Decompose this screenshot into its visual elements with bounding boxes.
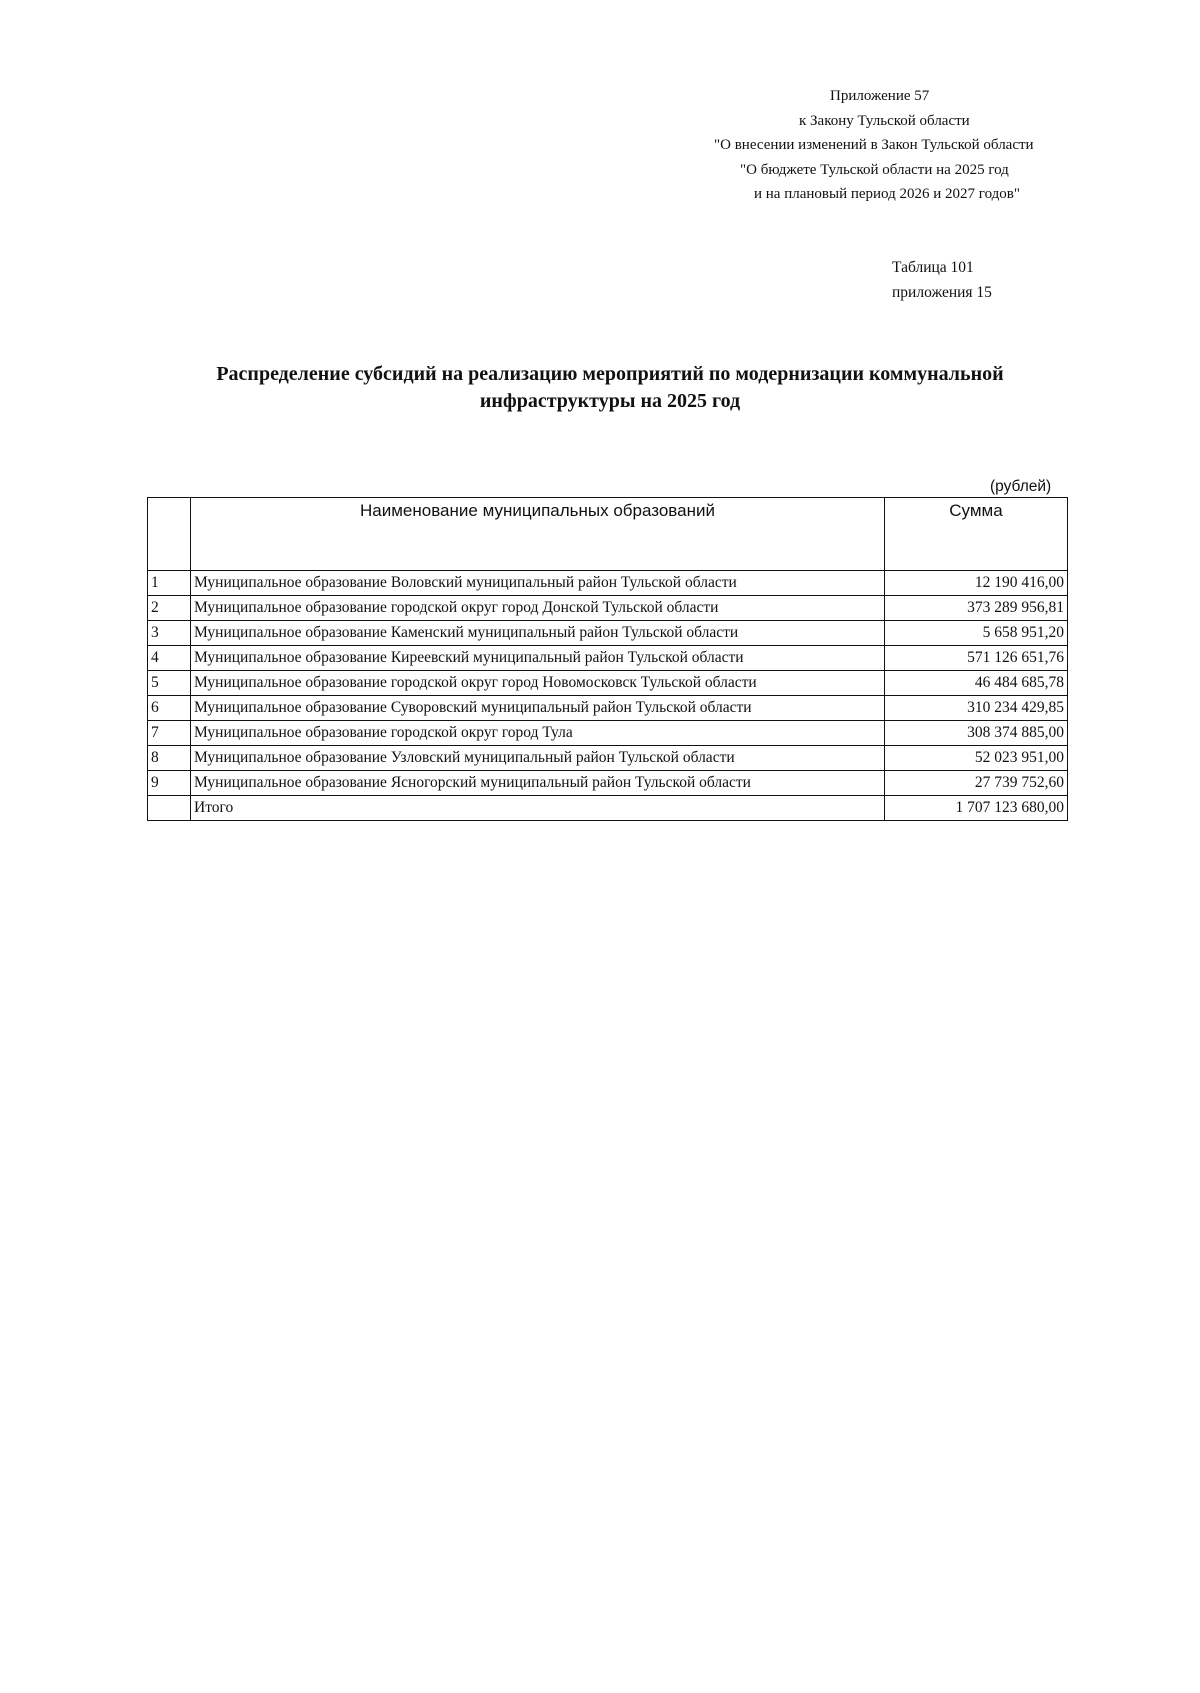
- row-sum: 373 289 956,81: [885, 596, 1068, 621]
- header-sum: Сумма: [885, 498, 1068, 571]
- row-number: 4: [148, 646, 191, 671]
- row-sum: 46 484 685,78: [885, 671, 1068, 696]
- row-sum: 310 234 429,85: [885, 696, 1068, 721]
- document-title-line-2: инфраструктуры на 2025 год: [479, 390, 741, 412]
- total-number: [148, 796, 191, 821]
- subsidy-table: [147, 497, 1068, 821]
- header-number: [148, 498, 191, 571]
- row-number: 6: [148, 696, 191, 721]
- row-name: Муниципальное образование Воловский муниципальный район Тульской области: [191, 571, 885, 596]
- table-total-row: [148, 796, 1068, 821]
- row-name: Муниципальное образование Киреевский муниципальный район Тульской области: [191, 646, 885, 671]
- appendix-line-3: "О внесении изменений в Закон Тульской области: [714, 137, 1034, 153]
- row-name: Муниципальное образование Каменский муниципальный район Тульской области: [191, 621, 885, 646]
- appendix-line-2: к Закону Тульской области: [799, 112, 970, 129]
- document-title: [130, 361, 1090, 415]
- row-number: 7: [148, 721, 191, 746]
- total-label: Итого: [191, 796, 885, 821]
- table-row: [148, 596, 1068, 621]
- table-reference-line-2: приложения 15: [892, 284, 992, 301]
- table-body: [148, 571, 1068, 821]
- table-row: [148, 721, 1068, 746]
- table-row: [148, 671, 1068, 696]
- table-row: [148, 746, 1068, 771]
- table-row: [148, 696, 1068, 721]
- row-sum: 12 190 416,00: [885, 571, 1068, 596]
- row-name: Муниципальное образование Узловский муниципальный район Тульской области: [191, 746, 885, 771]
- row-sum: 52 023 951,00: [885, 746, 1068, 771]
- table-row: [148, 621, 1068, 646]
- appendix-line-1: Приложение 57: [830, 88, 930, 104]
- table-header-row: [148, 498, 1068, 571]
- units-label: (рублей): [990, 478, 1052, 495]
- row-number: 1: [148, 571, 191, 596]
- header-name: Наименование муниципальных образований: [191, 498, 885, 571]
- table-row: [148, 771, 1068, 796]
- total-sum: 1 707 123 680,00: [885, 796, 1068, 821]
- row-sum: 27 739 752,60: [885, 771, 1068, 796]
- table-row: [148, 646, 1068, 671]
- document-title-line-1: Распределение субсидий на реализацию мероприятий по модернизации коммунальной: [216, 363, 1004, 385]
- row-sum: 308 374 885,00: [885, 721, 1068, 746]
- appendix-line-5: и на плановый период 2026 и 2027 годов": [754, 186, 1020, 202]
- appendix-header: [600, 84, 1070, 207]
- row-number: 3: [148, 621, 191, 646]
- row-name: Муниципальное образование городской округ город Новомосковск Тульской области: [191, 671, 885, 696]
- row-name: Муниципальное образование Ясногорский муниципальный район Тульской области: [191, 771, 885, 796]
- appendix-line-4: "О бюджете Тульской области на 2025 год: [740, 161, 1009, 178]
- row-sum: 571 126 651,76: [885, 646, 1068, 671]
- row-number: 8: [148, 746, 191, 771]
- row-number: 9: [148, 771, 191, 796]
- table-reference-line-1: Таблица 101: [892, 259, 974, 276]
- row-number: 5: [148, 671, 191, 696]
- table-row: [148, 571, 1068, 596]
- row-sum: 5 658 951,20: [885, 621, 1068, 646]
- row-name: Муниципальное образование городской округ город Тула: [191, 721, 885, 746]
- row-name: Муниципальное образование городской округ город Донской Тульской области: [191, 596, 885, 621]
- row-number: 2: [148, 596, 191, 621]
- row-name: Муниципальное образование Суворовский муниципальный район Тульской области: [191, 696, 885, 721]
- table-reference: [892, 255, 992, 305]
